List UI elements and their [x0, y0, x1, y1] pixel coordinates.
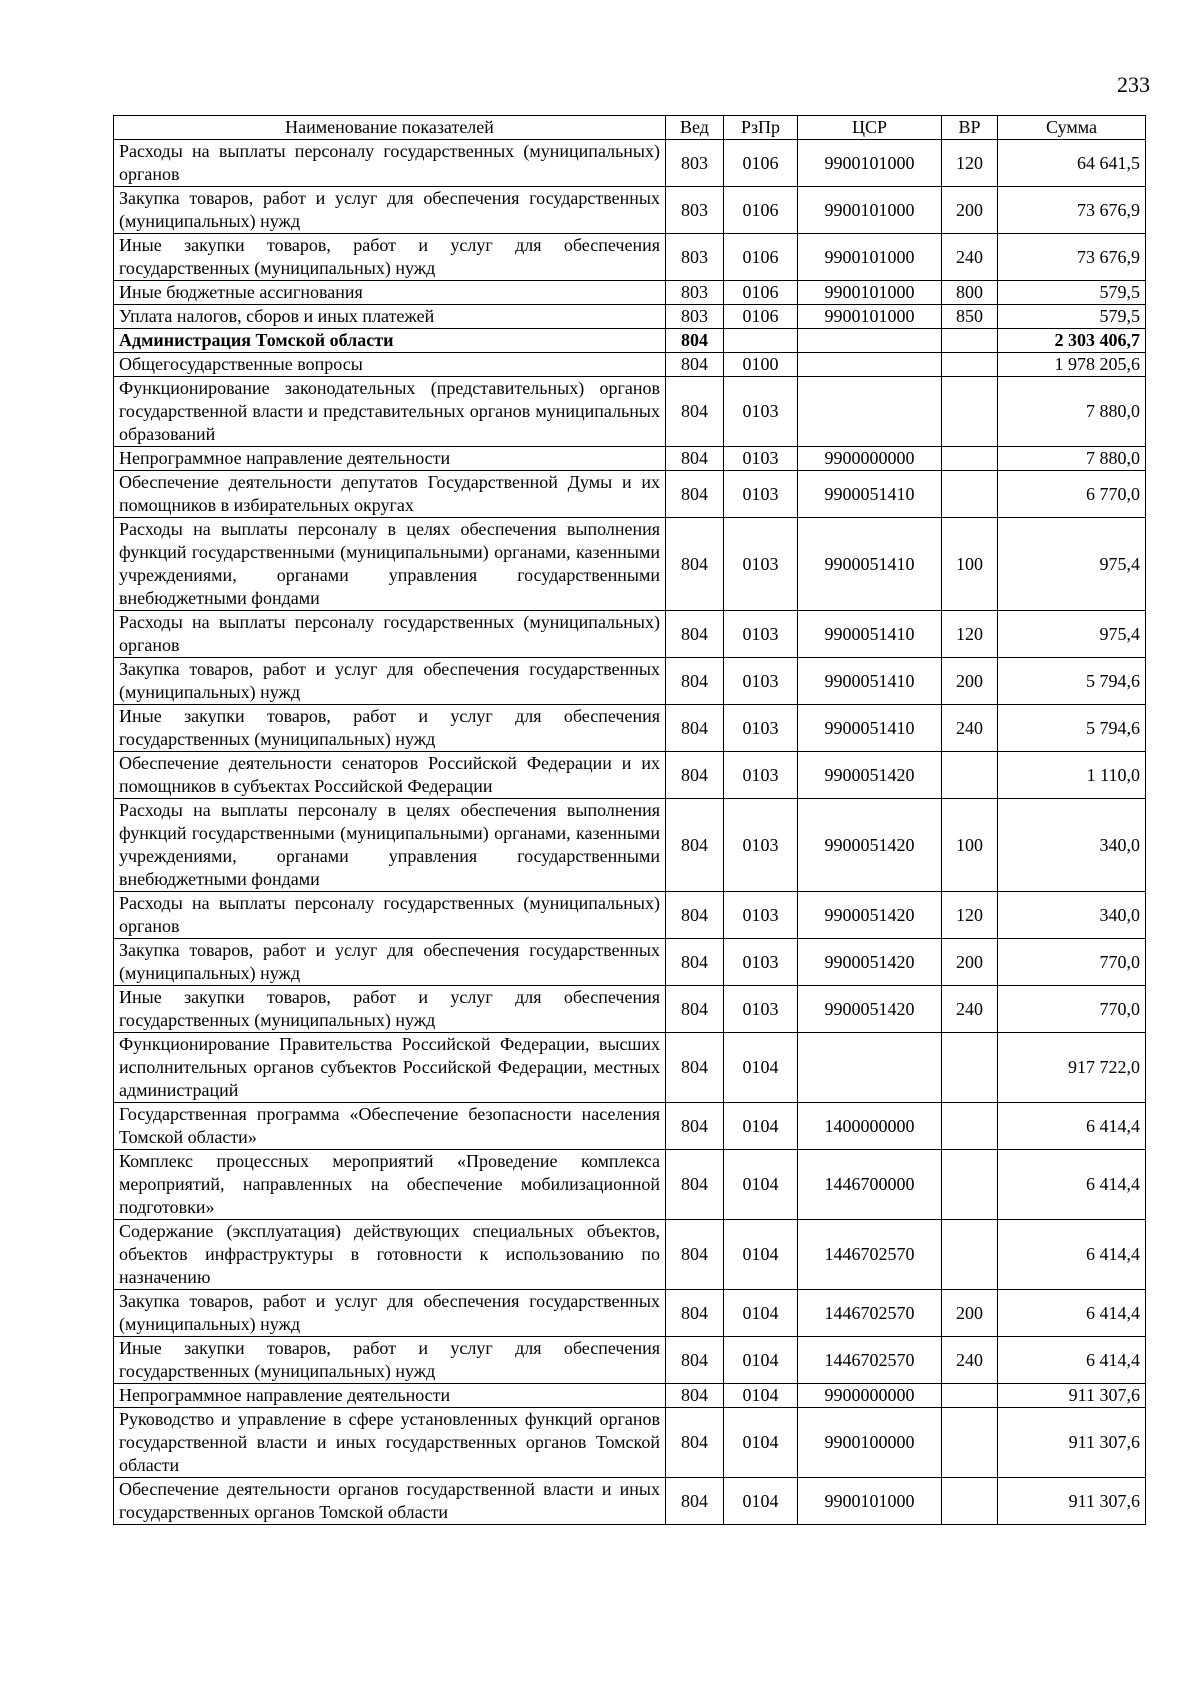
cell-sum: 2 303 406,7	[998, 329, 1146, 353]
cell-vr: 800	[942, 281, 998, 305]
cell-vr: 120	[942, 140, 998, 187]
cell-sum: 7 880,0	[998, 447, 1146, 471]
cell-ved: 804	[666, 986, 724, 1033]
cell-name: Непрограммное направление деятельности	[114, 447, 666, 471]
cell-name: Государственная программа «Обеспечение безопасности населения Томской области»	[114, 1103, 666, 1150]
cell-ved: 804	[666, 892, 724, 939]
cell-csr: 9900101000	[798, 305, 942, 329]
table-row	[114, 1150, 1146, 1220]
cell-csr: 9900101000	[798, 281, 942, 305]
cell-rzpr: 0103	[724, 377, 798, 447]
cell-csr: 1400000000	[798, 1103, 942, 1150]
cell-vr	[942, 1033, 998, 1103]
table-row	[114, 471, 1146, 518]
cell-vr: 240	[942, 234, 998, 281]
table-body	[114, 140, 1146, 1525]
cell-name: Расходы на выплаты персоналу в целях обеспечения выполнения функций государственными (муниципальными) органами, казенными учреждениями, органами управления государственными внебюджетными фондами	[114, 799, 666, 892]
table-row	[114, 187, 1146, 234]
cell-vr: 100	[942, 518, 998, 611]
cell-rzpr	[724, 329, 798, 353]
cell-name: Расходы на выплаты персоналу государственных (муниципальных) органов	[114, 140, 666, 187]
table-row	[114, 447, 1146, 471]
cell-name: Обеспечение деятельности сенаторов Российской Федерации и их помощников в субъектах Российской Федерации	[114, 752, 666, 799]
table-row	[114, 377, 1146, 447]
cell-csr: 1446702570	[798, 1220, 942, 1290]
cell-name: Общегосударственные вопросы	[114, 353, 666, 377]
cell-vr: 200	[942, 187, 998, 234]
cell-sum: 770,0	[998, 939, 1146, 986]
cell-name: Расходы на выплаты персоналу в целях обеспечения выполнения функций государственными (муниципальными) органами, казенными учреждениями, органами управления государственными внебюджетными фондами	[114, 518, 666, 611]
page-number: 233	[1117, 72, 1150, 97]
table-row	[114, 1103, 1146, 1150]
cell-sum: 6 414,4	[998, 1220, 1146, 1290]
cell-name: Закупка товаров, работ и услуг для обеспечения государственных (муниципальных) нужд	[114, 1290, 666, 1337]
table-row	[114, 281, 1146, 305]
cell-vr: 100	[942, 799, 998, 892]
cell-csr: 9900051420	[798, 986, 942, 1033]
cell-name: Расходы на выплаты персоналу государственных (муниципальных) органов	[114, 892, 666, 939]
cell-sum: 975,4	[998, 518, 1146, 611]
cell-sum: 73 676,9	[998, 234, 1146, 281]
cell-ved: 804	[666, 1220, 724, 1290]
table-row	[114, 658, 1146, 705]
table-row	[114, 1408, 1146, 1478]
cell-sum: 6 770,0	[998, 471, 1146, 518]
cell-name: Закупка товаров, работ и услуг для обеспечения государственных (муниципальных) нужд	[114, 187, 666, 234]
cell-sum: 1 978 205,6	[998, 353, 1146, 377]
cell-name: Обеспечение деятельности депутатов Государственной Думы и их помощников в избирательных округах	[114, 471, 666, 518]
cell-rzpr: 0103	[724, 705, 798, 752]
cell-name: Расходы на выплаты персоналу государственных (муниципальных) органов	[114, 611, 666, 658]
cell-name: Функционирование законодательных (представительных) органов государственной власти и представительных органов муниципальных образований	[114, 377, 666, 447]
cell-rzpr: 0103	[724, 986, 798, 1033]
cell-rzpr: 0104	[724, 1478, 798, 1525]
cell-vr: 240	[942, 705, 998, 752]
cell-rzpr: 0106	[724, 281, 798, 305]
cell-name: Администрация Томской области	[114, 329, 666, 353]
cell-rzpr: 0103	[724, 447, 798, 471]
cell-vr	[942, 1384, 998, 1408]
cell-name: Функционирование Правительства Российской Федерации, высших исполнительных органов субъектов Российской Федерации, местных администраций	[114, 1033, 666, 1103]
cell-rzpr: 0103	[724, 471, 798, 518]
cell-rzpr: 0106	[724, 305, 798, 329]
cell-csr: 1446702570	[798, 1290, 942, 1337]
cell-rzpr: 0103	[724, 518, 798, 611]
cell-vr	[942, 353, 998, 377]
cell-rzpr: 0103	[724, 611, 798, 658]
cell-vr	[942, 1103, 998, 1150]
table-row	[114, 518, 1146, 611]
cell-ved: 804	[666, 1337, 724, 1384]
cell-name: Обеспечение деятельности органов государственной власти и иных государственных органов Томской области	[114, 1478, 666, 1525]
cell-csr: 9900051420	[798, 939, 942, 986]
cell-csr	[798, 377, 942, 447]
table-row	[114, 611, 1146, 658]
table-row	[114, 986, 1146, 1033]
cell-rzpr: 0104	[724, 1408, 798, 1478]
cell-ved: 804	[666, 752, 724, 799]
cell-csr: 9900051420	[798, 752, 942, 799]
cell-vr	[942, 329, 998, 353]
cell-csr: 9900051420	[798, 799, 942, 892]
cell-rzpr: 0106	[724, 187, 798, 234]
cell-rzpr: 0104	[724, 1150, 798, 1220]
cell-rzpr: 0104	[724, 1220, 798, 1290]
cell-ved: 803	[666, 187, 724, 234]
cell-rzpr: 0104	[724, 1337, 798, 1384]
budget-table	[113, 115, 1146, 1525]
cell-rzpr: 0106	[724, 234, 798, 281]
cell-rzpr: 0103	[724, 752, 798, 799]
cell-vr: 120	[942, 892, 998, 939]
cell-sum: 6 414,4	[998, 1290, 1146, 1337]
cell-sum: 6 414,4	[998, 1150, 1146, 1220]
cell-name: Руководство и управление в сфере установленных функций органов государственной власти и иных государственных органов Томской области	[114, 1408, 666, 1478]
table-row	[114, 234, 1146, 281]
cell-sum: 5 794,6	[998, 658, 1146, 705]
table-row	[114, 1033, 1146, 1103]
cell-csr: 9900101000	[798, 187, 942, 234]
table-row	[114, 1290, 1146, 1337]
cell-rzpr: 0104	[724, 1103, 798, 1150]
cell-sum: 1 110,0	[998, 752, 1146, 799]
cell-rzpr: 0103	[724, 892, 798, 939]
header-sum: Сумма	[998, 116, 1146, 140]
header-csr: ЦСР	[798, 116, 942, 140]
cell-rzpr: 0104	[724, 1033, 798, 1103]
table-row	[114, 140, 1146, 187]
cell-rzpr: 0103	[724, 939, 798, 986]
cell-ved: 804	[666, 518, 724, 611]
cell-vr	[942, 1220, 998, 1290]
cell-csr	[798, 329, 942, 353]
cell-sum: 770,0	[998, 986, 1146, 1033]
cell-ved: 804	[666, 329, 724, 353]
cell-vr: 120	[942, 611, 998, 658]
cell-name: Закупка товаров, работ и услуг для обеспечения государственных (муниципальных) нужд	[114, 658, 666, 705]
table-row	[114, 1337, 1146, 1384]
cell-rzpr: 0103	[724, 799, 798, 892]
table-header-row	[114, 116, 1146, 140]
cell-ved: 803	[666, 305, 724, 329]
cell-name: Комплекс процессных мероприятий «Проведение комплекса мероприятий, направленных на обеспечение мобилизационной подготовки»	[114, 1150, 666, 1220]
table-row	[114, 1478, 1146, 1525]
cell-name: Непрограммное направление деятельности	[114, 1384, 666, 1408]
table-row	[114, 799, 1146, 892]
cell-csr: 1446702570	[798, 1337, 942, 1384]
cell-csr: 9900000000	[798, 1384, 942, 1408]
cell-csr: 1446700000	[798, 1150, 942, 1220]
cell-vr: 850	[942, 305, 998, 329]
cell-ved: 804	[666, 799, 724, 892]
cell-rzpr: 0104	[724, 1290, 798, 1337]
cell-name: Содержание (эксплуатация) действующих специальных объектов, объектов инфраструктуры в готовности к использованию по назначению	[114, 1220, 666, 1290]
cell-sum: 911 307,6	[998, 1478, 1146, 1525]
cell-csr: 9900051410	[798, 518, 942, 611]
cell-vr: 240	[942, 1337, 998, 1384]
cell-vr: 200	[942, 939, 998, 986]
cell-csr: 9900051410	[798, 705, 942, 752]
cell-csr: 9900101000	[798, 140, 942, 187]
cell-sum: 73 676,9	[998, 187, 1146, 234]
cell-name: Иные закупки товаров, работ и услуг для обеспечения государственных (муниципальных) нужд	[114, 1337, 666, 1384]
cell-ved: 804	[666, 1150, 724, 1220]
cell-name: Иные закупки товаров, работ и услуг для обеспечения государственных (муниципальных) нужд	[114, 986, 666, 1033]
table-row	[114, 1220, 1146, 1290]
cell-ved: 804	[666, 1033, 724, 1103]
cell-sum: 6 414,4	[998, 1103, 1146, 1150]
cell-csr	[798, 353, 942, 377]
table-row	[114, 353, 1146, 377]
cell-sum: 579,5	[998, 281, 1146, 305]
header-rzpr: РзПр	[724, 116, 798, 140]
table-row	[114, 752, 1146, 799]
cell-csr: 9900051410	[798, 658, 942, 705]
cell-vr	[942, 377, 998, 447]
table-row	[114, 892, 1146, 939]
table-row	[114, 939, 1146, 986]
cell-csr: 9900101000	[798, 234, 942, 281]
table-row	[114, 305, 1146, 329]
cell-rzpr: 0106	[724, 140, 798, 187]
cell-ved: 804	[666, 377, 724, 447]
cell-vr	[942, 1150, 998, 1220]
cell-csr	[798, 1033, 942, 1103]
header-vr: ВР	[942, 116, 998, 140]
cell-sum: 975,4	[998, 611, 1146, 658]
cell-sum: 911 307,6	[998, 1384, 1146, 1408]
header-ved: Вед	[666, 116, 724, 140]
cell-ved: 804	[666, 705, 724, 752]
cell-name: Уплата налогов, сборов и иных платежей	[114, 305, 666, 329]
cell-ved: 804	[666, 939, 724, 986]
cell-ved: 803	[666, 140, 724, 187]
cell-ved: 804	[666, 1478, 724, 1525]
cell-sum: 917 722,0	[998, 1033, 1146, 1103]
cell-ved: 804	[666, 1103, 724, 1150]
cell-csr: 9900051410	[798, 611, 942, 658]
cell-name: Иные закупки товаров, работ и услуг для обеспечения государственных (муниципальных) нужд	[114, 705, 666, 752]
cell-ved: 804	[666, 471, 724, 518]
cell-vr	[942, 752, 998, 799]
cell-csr: 9900051420	[798, 892, 942, 939]
cell-sum: 579,5	[998, 305, 1146, 329]
cell-ved: 803	[666, 281, 724, 305]
header-name: Наименование показателей	[114, 116, 666, 140]
cell-sum: 911 307,6	[998, 1408, 1146, 1478]
cell-vr	[942, 1478, 998, 1525]
cell-sum: 64 641,5	[998, 140, 1146, 187]
cell-vr	[942, 447, 998, 471]
table-row	[114, 705, 1146, 752]
cell-name: Закупка товаров, работ и услуг для обеспечения государственных (муниципальных) нужд	[114, 939, 666, 986]
cell-rzpr: 0100	[724, 353, 798, 377]
cell-ved: 804	[666, 1384, 724, 1408]
table-row	[114, 329, 1146, 353]
cell-ved: 803	[666, 234, 724, 281]
cell-sum: 5 794,6	[998, 705, 1146, 752]
cell-csr: 9900000000	[798, 447, 942, 471]
cell-sum: 7 880,0	[998, 377, 1146, 447]
cell-ved: 804	[666, 1408, 724, 1478]
cell-ved: 804	[666, 1290, 724, 1337]
cell-csr: 9900051410	[798, 471, 942, 518]
cell-vr: 240	[942, 986, 998, 1033]
cell-vr: 200	[942, 658, 998, 705]
cell-sum: 340,0	[998, 799, 1146, 892]
cell-csr: 9900101000	[798, 1478, 942, 1525]
table-row	[114, 1384, 1146, 1408]
cell-rzpr: 0103	[724, 658, 798, 705]
cell-vr	[942, 471, 998, 518]
cell-name: Иные бюджетные ассигнования	[114, 281, 666, 305]
cell-csr: 9900100000	[798, 1408, 942, 1478]
cell-ved: 804	[666, 611, 724, 658]
cell-sum: 340,0	[998, 892, 1146, 939]
cell-ved: 804	[666, 353, 724, 377]
cell-ved: 804	[666, 447, 724, 471]
cell-vr: 200	[942, 1290, 998, 1337]
cell-sum: 6 414,4	[998, 1337, 1146, 1384]
cell-ved: 804	[666, 658, 724, 705]
cell-vr	[942, 1408, 998, 1478]
cell-rzpr: 0104	[724, 1384, 798, 1408]
cell-name: Иные закупки товаров, работ и услуг для обеспечения государственных (муниципальных) нужд	[114, 234, 666, 281]
